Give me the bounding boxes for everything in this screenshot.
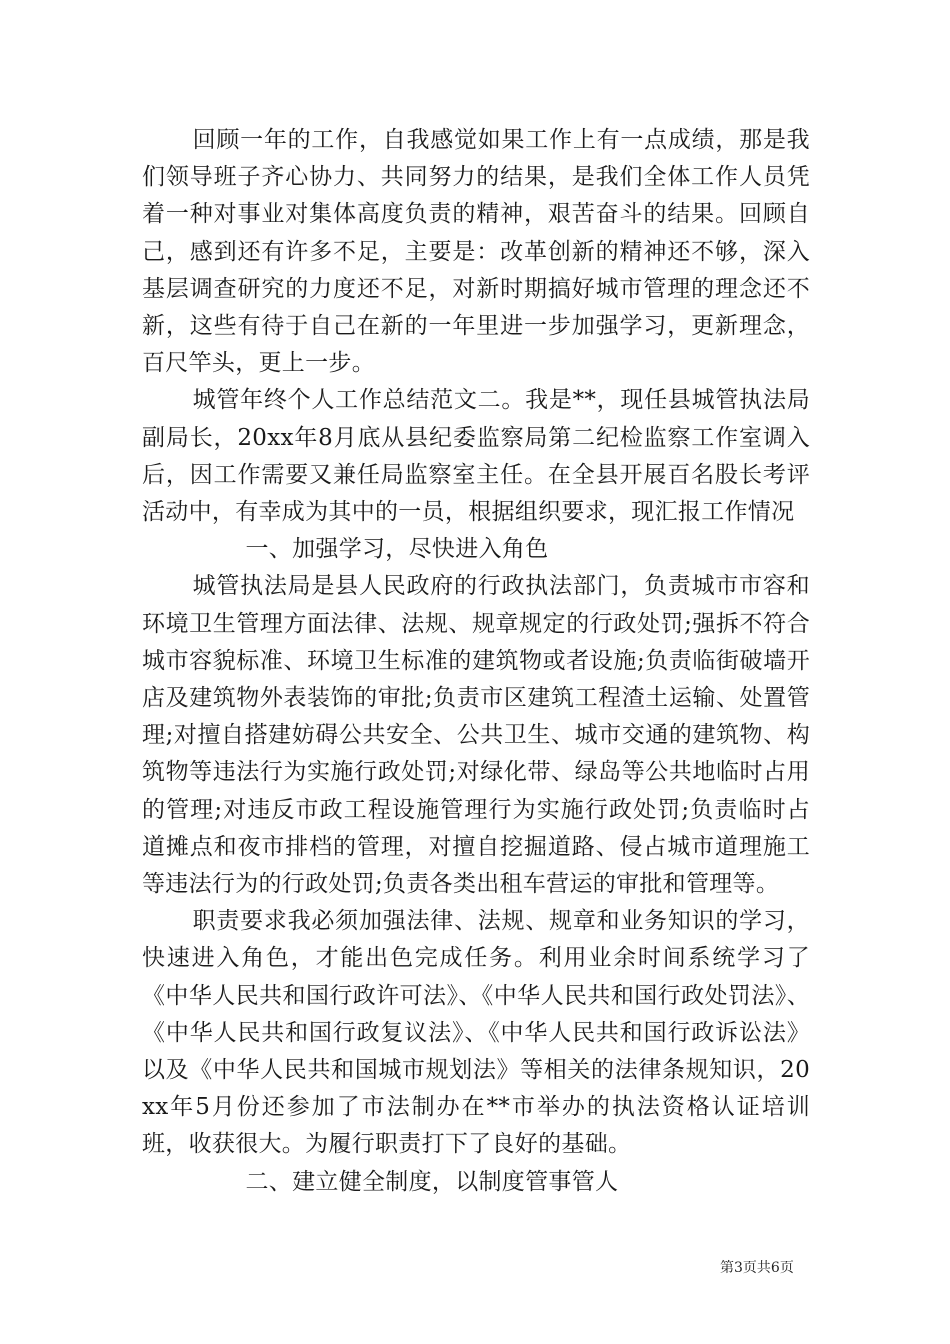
paragraph-review: 回顾一年的工作，自我感觉如果工作上有一点成绩，那是我们领导班子齐心协力、共同努力的结果，是我们全体工作人员凭着一种对事业对集体高度负责的精神，艰苦奋斗的结果。回顾自己，感到还有许多不足，主要是：改革创新的精神还不够，深入基层调查研究的力度还不足，对新时期搞好城市管理的理念还不新，这些有待于自己在新的一年里进一步加强学习，更新理念，百尺竿头，更上一步。 [142,127,810,377]
document-body [142,122,810,1201]
section-heading-2: 二、建立健全制度，以制度管事管人 [245,1168,619,1195]
paragraph-intro: 城管年终个人工作总结范文二。我是**，现任县城管执法局副局长，20xx年8月底从县纪委监察局第二纪检监察工作室调入后，因工作需要又兼任局监察室主任。在全县开展百名股长考评活动中，有幸成为其中的一员，根据组织要求，现汇报工作情况 [142,387,810,526]
section-heading-1: 一、加强学习，尽快进入角色 [245,536,549,563]
paragraph-study: 职责要求我必须加强法律、法规、规章和业务知识的学习，快速进入角色，才能出色完成任务。利用业余时间系统学习了《中华人民共和国行政许可法》、《中华人民共和国行政处罚法》、《中华人民共和国行政复议法》、《中华人民共和国行政诉讼法》以及《中华人民共和国城市规划法》等相关的法律条规知识，20xx年5月份还参加了市法制办在**市举办的执法资格认证培训班，收获很大。为履行职责打下了良好的基础。 [142,908,810,1158]
paragraph-duties: 城管执法局是县人民政府的行政执法部门，负责城市市容和环境卫生管理方面法律、法规、规章规定的行政处罚;强拆不符合城市容貌标准、环境卫生标准的建筑物或者设施;负责临街破墙开店及建筑物外表装饰的审批;负责市区建筑工程渣土运输、处置管理;对擅自搭建妨碍公共安全、公共卫生、城市交通的建筑物、构筑物等违法行为实施行政处罚;对绿化带、绿岛等公共地临时占用的管理;对违反市政工程设施管理行为实施行政处罚;负责临时占道摊点和夜市排档的管理，对擅自挖掘道路、侵占城市道理施工等违法行为的行政处罚;负责各类出租车营运的审批和管理等。 [142,573,810,898]
page-number: 第3页共6页 [720,1260,794,1276]
